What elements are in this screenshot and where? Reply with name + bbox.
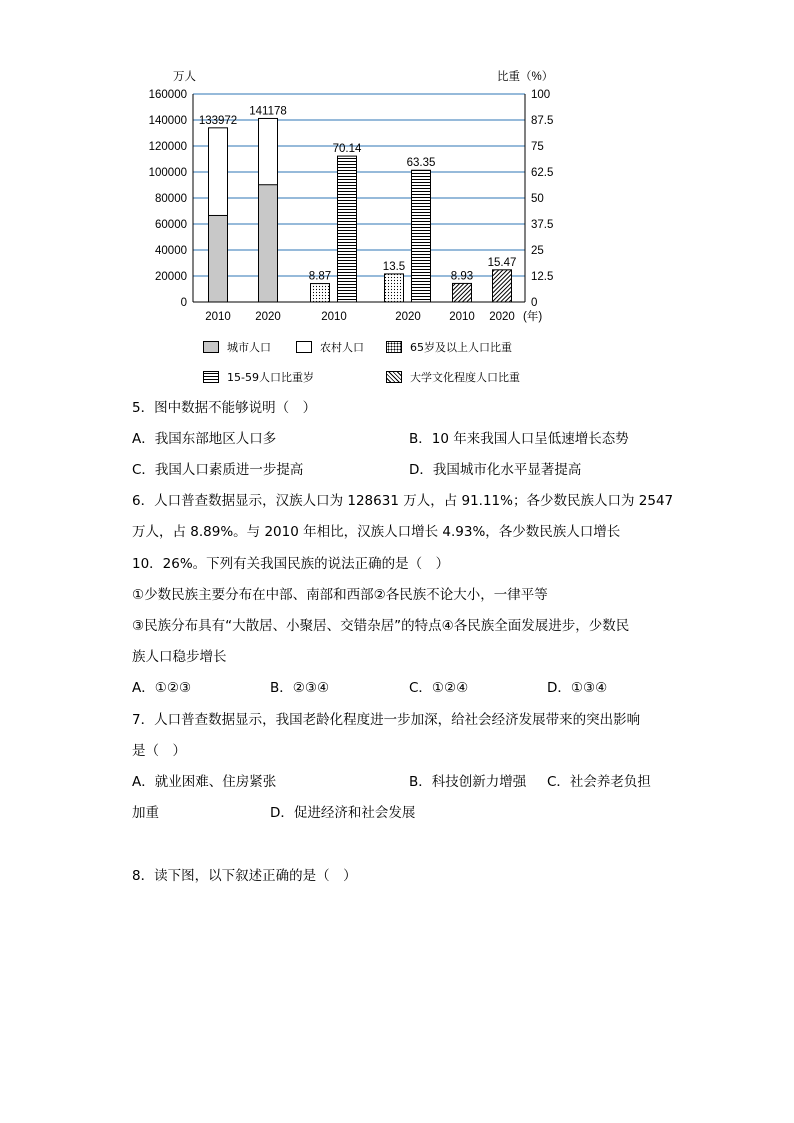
right-tick-label: 50 [531, 193, 544, 205]
right-tick-label: 100 [531, 89, 551, 101]
x-tick-label: 2020 [255, 311, 281, 323]
q7-line-1: 7．人口普查数据显示，我国老龄化程度进一步加深，给社会经济发展带来的突出影响 [132, 712, 641, 728]
q5-option-d: D．我国城市化水平显著提高 [409, 462, 582, 478]
right-axis-unit: 比重（%） [497, 71, 554, 83]
legend-over65 [386, 339, 512, 355]
q8-stem: 8．读下图，以下叙述正确的是（ ） [132, 868, 357, 884]
legend-label: 65岁及以上人口比重 [410, 341, 512, 354]
left-tick-label: 120000 [148, 141, 187, 153]
share-value-label: 15.47 [487, 256, 517, 269]
right-tick-label: 62.5 [531, 167, 554, 179]
q6-option-b: B．②③④ [270, 680, 330, 696]
q6-line-2: 万人，占 8.89%。与 2010 年相比，汉族人口增长 4.93%，各少数民族人口增长 [132, 524, 621, 540]
q7-option-d: D．促进经济和社会发展 [270, 805, 416, 821]
legend-15-59 [203, 369, 314, 385]
legend-swatch-rural [296, 341, 312, 353]
left-tick-label: 0 [180, 297, 187, 309]
q6-item-2: ③民族分布具有“大散居、小聚居、交错杂居”的特点④各民族全面发展进步，少数民 [132, 618, 630, 634]
right-tick-label: 87.5 [531, 115, 554, 127]
share-value-label: 63.35 [406, 157, 436, 170]
x-tick-label: 2020 [395, 311, 421, 323]
q6-option-a: A．①②③ [132, 680, 192, 696]
left-tick-label: 160000 [148, 89, 187, 101]
legend-label: 城市人口 [227, 341, 271, 354]
legend-swatch-15-59 [203, 371, 219, 383]
q6-option-d: D．①③④ [547, 680, 608, 696]
urban-population-bar [259, 185, 278, 302]
right-tick-label: 0 [531, 297, 538, 309]
q7-option-a: A．就业困难、住房紧张 [132, 774, 277, 790]
x-tick-label: 2020 [489, 311, 515, 323]
x-tick-label: 2010 [321, 311, 347, 323]
legend-swatch-urban [203, 341, 219, 353]
q7-option-b: B．科技创新力增强 [409, 774, 527, 790]
q6-line-3: 10．26%。下列有关我国民族的说法正确的是（ ） [132, 556, 450, 572]
right-tick-label: 75 [531, 141, 544, 153]
q7-line-2: 是（ ） [132, 743, 186, 759]
population-total-label: 133972 [198, 114, 238, 127]
share-bar-diag [453, 283, 472, 302]
share-bar-dots [311, 284, 330, 302]
q5-option-a: A．我国东部地区人口多 [132, 431, 277, 447]
legend-swatch-over65 [386, 341, 402, 353]
left-axis-unit: 万人 [173, 71, 196, 83]
left-tick-label: 140000 [148, 115, 187, 127]
urban-population-bar [209, 215, 228, 302]
left-tick-label: 20000 [155, 271, 187, 283]
left-tick-label: 40000 [155, 245, 187, 257]
q6-line-1: 6．人口普查数据显示，汉族人口为 128631 万人，占 91.11%；各少数民族人口为 2547 [132, 493, 674, 509]
right-tick-label: 25 [531, 245, 544, 257]
share-value-label: 8.87 [308, 270, 332, 283]
share-bar-dots [385, 274, 404, 302]
share-value-label: 13.5 [382, 260, 406, 273]
left-tick-label: 100000 [148, 167, 187, 179]
share-value-label: 8.93 [450, 270, 474, 283]
legend-rural [296, 339, 364, 355]
q7-option-c: C．社会养老负担 [547, 774, 651, 790]
share-value-label: 70.14 [332, 143, 362, 156]
x-tick-label: 2010 [205, 311, 231, 323]
x-axis-unit: (年) [523, 311, 543, 323]
population-total-label: 141178 [249, 105, 287, 118]
right-tick-label: 12.5 [531, 271, 554, 283]
share-bar-hlines [412, 170, 431, 302]
legend-label: 大学文化程度人口比重 [410, 371, 520, 384]
q5-option-b: B．10 年来我国人口呈低速增长态势 [409, 431, 629, 447]
q6-option-c: C．①②④ [409, 680, 469, 696]
q7-option-c-continued: 加重 [132, 805, 159, 821]
share-bar-diag [493, 270, 512, 302]
q5-option-c: C．我国人口素质进一步提高 [132, 462, 304, 478]
x-tick-label: 2010 [449, 311, 475, 323]
legend-label: 农村人口 [320, 341, 364, 354]
legend-university [386, 369, 520, 385]
q5-stem: 5．图中数据不能够说明（ ） [132, 400, 317, 416]
q6-item-3: 族人口稳步增长 [132, 649, 227, 665]
legend-urban [203, 339, 271, 355]
q6-item-1: ①少数民族主要分布在中部、南部和西部②各民族不论大小，一律平等 [132, 587, 548, 603]
legend-swatch-university [386, 371, 402, 383]
legend-label: 15-59人口比重岁 [227, 371, 314, 384]
right-tick-label: 37.5 [531, 219, 554, 231]
left-tick-label: 80000 [155, 193, 187, 205]
left-tick-label: 60000 [155, 219, 187, 231]
share-bar-hlines [338, 156, 357, 302]
